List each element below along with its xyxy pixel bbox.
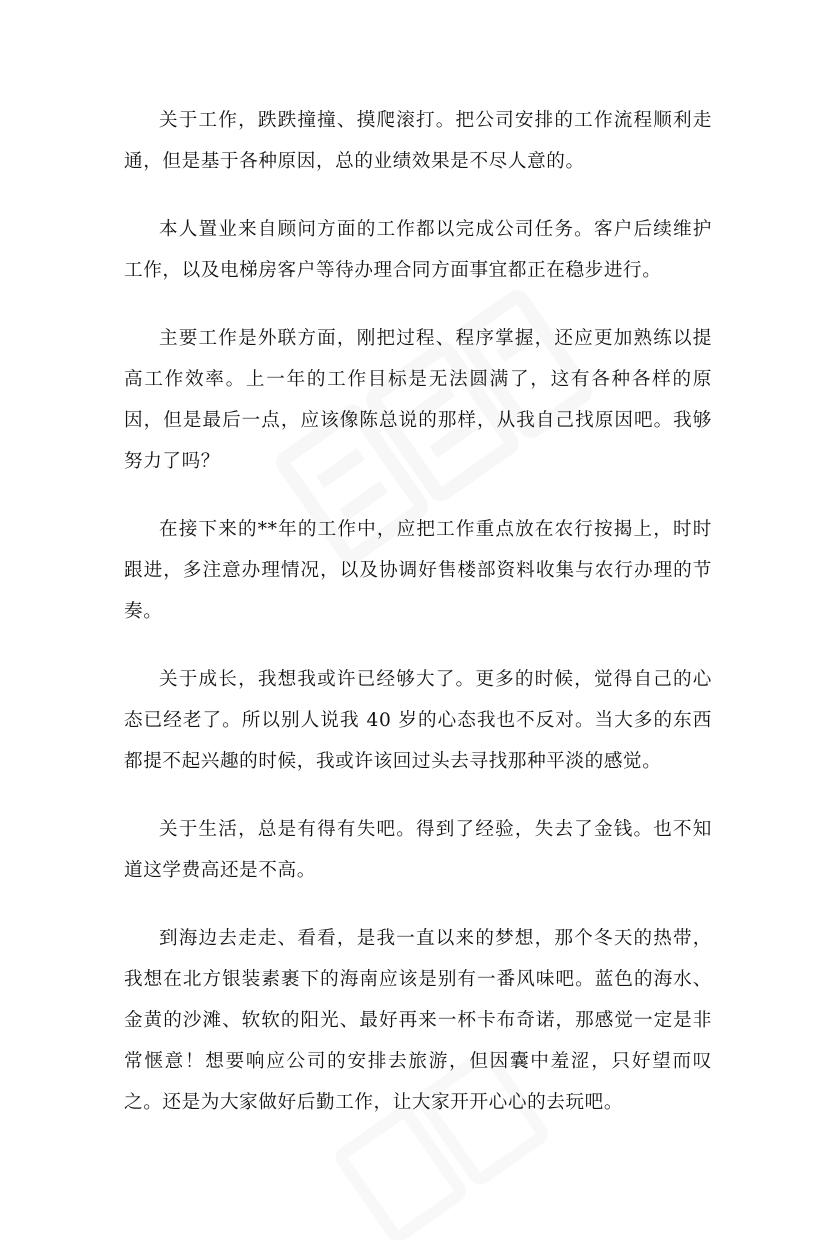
document-body	[124, 100, 712, 1150]
paragraph-seaside: 到海边去走走、看看，是我一直以来的梦想，那个冬天的热带，我想在北方银装素裹下的海南应该是别有一番风味吧。蓝色的海水、金黄的沙滩、软软的阳光、最好再来一杯卡布奇诺，那感觉一定是非常惬意！想要响应公司的安排去旅游，但因囊中羞涩，只好望而叹之。还是为大家做好后勤工作，让大家开开心心的去玩吧。	[124, 928, 712, 1113]
paragraph-life: 关于生活，总是有得有失吧。得到了经验，失去了金钱。也不知道这学费高还是不高。	[124, 819, 712, 881]
paragraph-work: 关于工作，跌跌撞撞、摸爬滚打。把公司安排的工作流程顺利走通，但是基于各种原因，总的业绩效果是不尽人意的。	[124, 110, 712, 172]
paragraph-outreach: 主要工作是外联方面，刚把过程、程序掌握，还应更加熟练以提高工作效率。上一年的工作目标是无法圆满了，这有各种各样的原因，但是最后一点，应该像陈总说的那样，从我自己找原因吧。我够努力了吗？	[124, 328, 712, 472]
paragraph-next-year: 在接下来的**年的工作中，应把工作重点放在农行按揭上，时时跟进，多注意办理情况，以及协调好售楼部资料收集与农行办理的节奏。	[124, 519, 712, 622]
paragraph-consultant: 本人置业来自顾问方面的工作都以完成公司任务。客户后续维护工作，以及电梯房客户等待办理合同方面事宜都正在稳步进行。	[124, 219, 712, 281]
paragraph-growth: 关于成长，我想我或许已经够大了。更多的时候，觉得自己的心态已经老了。所以别人说我 40 岁的心态我也不反对。当大多的东西都提不起兴趣的时候，我或许该回过头去寻找那种平淡的感觉。	[124, 669, 712, 772]
